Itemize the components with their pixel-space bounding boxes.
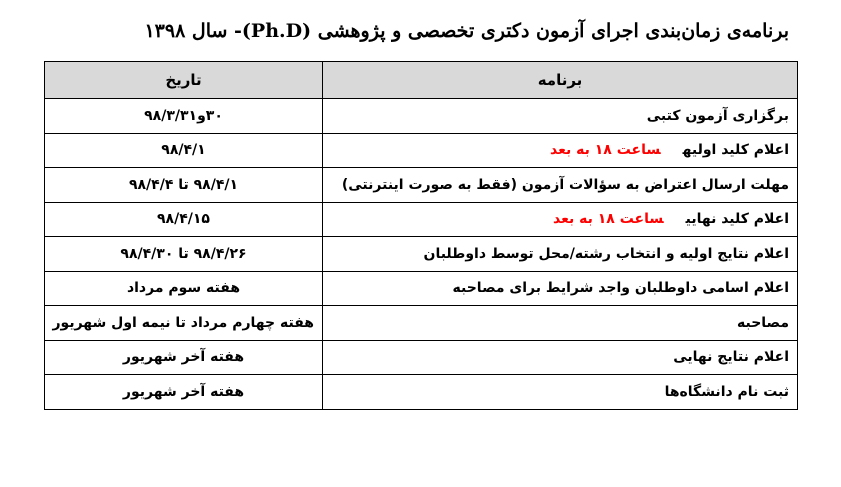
program-label: مصاحبه (736, 314, 789, 331)
date-cell: ۹۸/۴/۱۵ (45, 202, 323, 237)
date-cell: ۹۸/۴/۲۶ تا ۹۸/۴/۳۰ (45, 237, 323, 272)
page-title-suffix: )- سال ۱۳۹۸ (144, 20, 251, 42)
date-cell: هفته آخر شهریور (45, 375, 323, 410)
program-cell (323, 133, 798, 168)
schedule-table (44, 61, 798, 410)
schedule-body (45, 99, 798, 410)
header-program: برنامه (323, 62, 798, 99)
program-label: ثبت نام دانشگاه‌ها (664, 383, 789, 400)
table-row (45, 99, 798, 134)
table-row (45, 271, 798, 306)
program-cell (323, 271, 798, 306)
page-title-degree: Ph.D (250, 20, 303, 42)
table-row (45, 340, 798, 375)
table-row (45, 306, 798, 341)
program-label: اعلام کلید نهایی (685, 211, 789, 228)
page-title-prefix: برنامه‌ی زمان‌بندی اجرای آزمون دکتری تخصصی و پژوهشی ( (302, 20, 789, 42)
program-label: اعلام نتایج نهایی (673, 349, 789, 366)
program-cell (323, 99, 798, 134)
program-cell (323, 237, 798, 272)
time-note: ساعت ۱۸ به بعد (550, 142, 661, 159)
date-cell: هفته سوم مرداد (45, 271, 323, 306)
date-cell: هفته آخر شهریور (45, 340, 323, 375)
page-title (40, 18, 789, 44)
date-cell: هفته چهارم مرداد تا نیمه اول شهریور (45, 306, 323, 341)
table-row (45, 168, 798, 203)
table-row (45, 202, 798, 237)
program-cell (323, 306, 798, 341)
header-row (45, 62, 798, 99)
program-cell (323, 202, 798, 237)
time-note: ساعت ۱۸ به بعد (553, 211, 664, 228)
program-label: اعلام نتایج اولیه و انتخاب رشته/محل توسط داوطلبان (423, 245, 789, 262)
program-cell (323, 168, 798, 203)
table-row (45, 375, 798, 410)
program-cell (323, 375, 798, 410)
program-label: اعلام کلید اولیه (682, 142, 789, 159)
program-label: اعلام اسامی داوطلبان واجد شرایط برای مصاحبه (452, 280, 789, 297)
date-cell: ۳۰و۹۸/۳/۳۱ (45, 99, 323, 134)
program-label: مهلت ارسال اعتراض به سؤالات آزمون (فقط به صورت اینترنتی) (341, 176, 789, 193)
program-cell (323, 340, 798, 375)
date-cell: ۹۸/۴/۱ تا ۹۸/۴/۴ (45, 168, 323, 203)
table-row (45, 237, 798, 272)
program-label: برگزاری آزمون کتبی (646, 107, 789, 124)
table-row (45, 133, 798, 168)
header-date: تاریخ (45, 62, 323, 99)
date-cell: ۹۸/۴/۱ (45, 133, 323, 168)
